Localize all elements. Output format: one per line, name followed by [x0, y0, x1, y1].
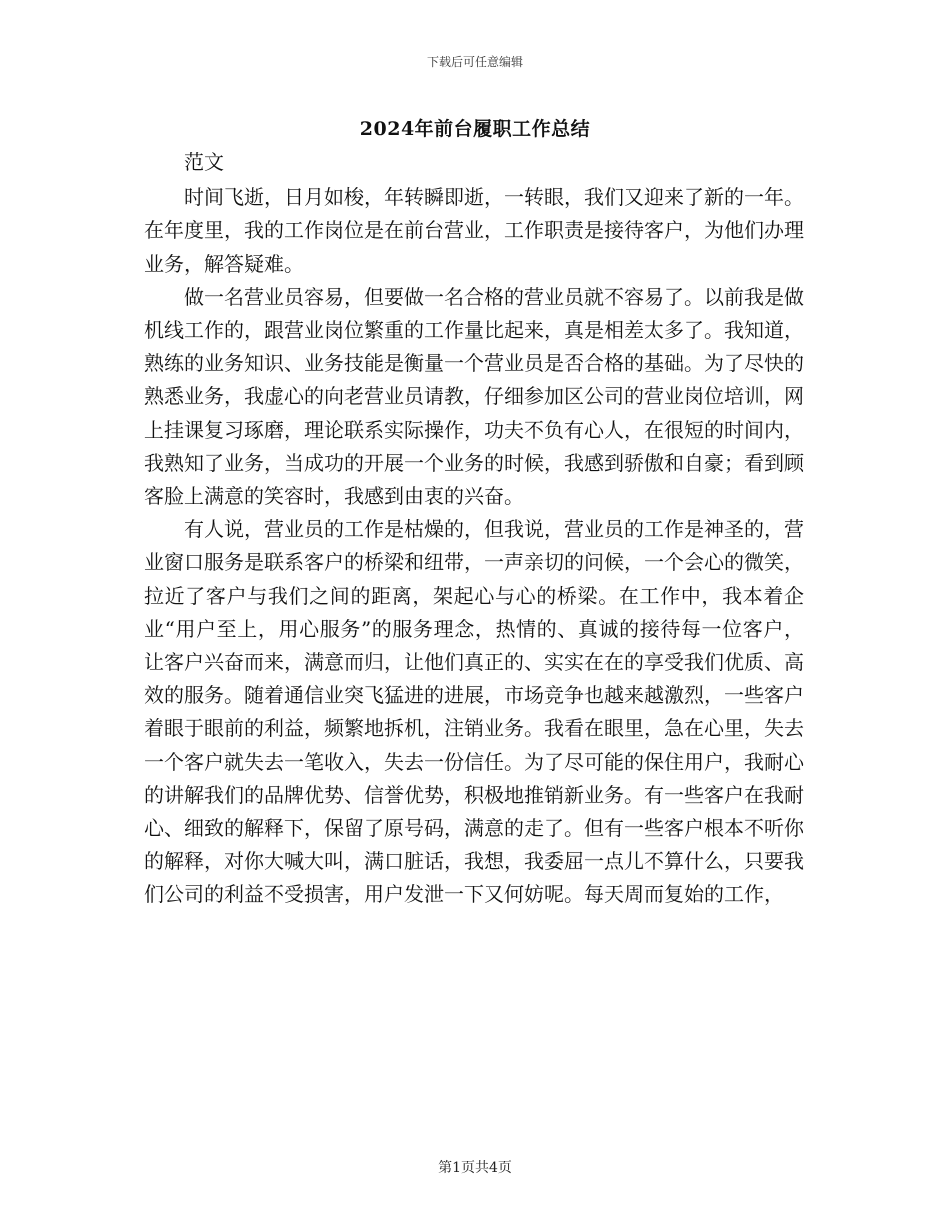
- paragraph-2: 做一名营业员容易，但要做一名合格的营业员就不容易了。以前我是做机线工作的，跟营业岗位繁重的工作量比起来，真是相差太多了。我知道，熟练的业务知识、业务技能是衡量一个营业员是否合格的基础。为了尽快的熟悉业务，我虚心的向老营业员请教，仔细参加区公司的营业岗位培训，网上挂课复习琢磨，理论联系实际操作，功夫不负有心人，在很短的时间内，我熟知了业务，当成功的开展一个业务的时候，我感到骄傲和自豪；看到顾客脸上满意的笑容时，我感到由衷的兴奋。: [144, 284, 804, 509]
- header-note: 下载后可任意编辑: [426, 55, 523, 69]
- paragraph-3: 有人说，营业员的工作是枯燥的，但我说，营业员的工作是神圣的，营业窗口服务是联系客户的桥梁和纽带，一声亲切的问候，一个会心的微笑，拉近了客户与我们之间的距离，架起心与心的桥梁。在工作中，我本着企业“用户至上，用心服务”的服务理念，热情的、真诚的接待每一位客户，让客户兴奋而来，满意而归，让他们真正的、实实在在的享受我们优质、高效的服务。随着通信业突飞猛进的进展，市场竞争也越来越激烈，一些客户着眼于眼前的利益，频繁地拆机，注销业务。我看在眼里，急在心里，失去一个客户就失去一笔收入，失去一份信任。为了尽可能的保住用户，我耐心的讲解我们的品牌优势、信誉优势，积极地推销新业务。有一些客户在我耐心、细致的解释下，保留了原号码，满意的走了。但有一些客户根本不听你的解释，对你大喊大叫，满口脏话，我想，我委屈一点儿不算什么，只要我们公司的利益不受损害，用户发泄一下又何妨呢。每天周而复始的工作，: [144, 517, 804, 907]
- section-label: 范文: [184, 150, 224, 174]
- document-body: [144, 146, 804, 912]
- paragraph-1: 时间飞逝，日月如梭，年转瞬即逝，一转眼，我们又迎来了新的一年。在年度里，我的工作岗位是在前台营业，工作职责是接待客户，为他们办理业务，解答疑难。: [144, 185, 804, 276]
- document-title: 2024年前台履职工作总结: [359, 118, 591, 140]
- page-footer: 第1页共4页: [438, 1160, 512, 1176]
